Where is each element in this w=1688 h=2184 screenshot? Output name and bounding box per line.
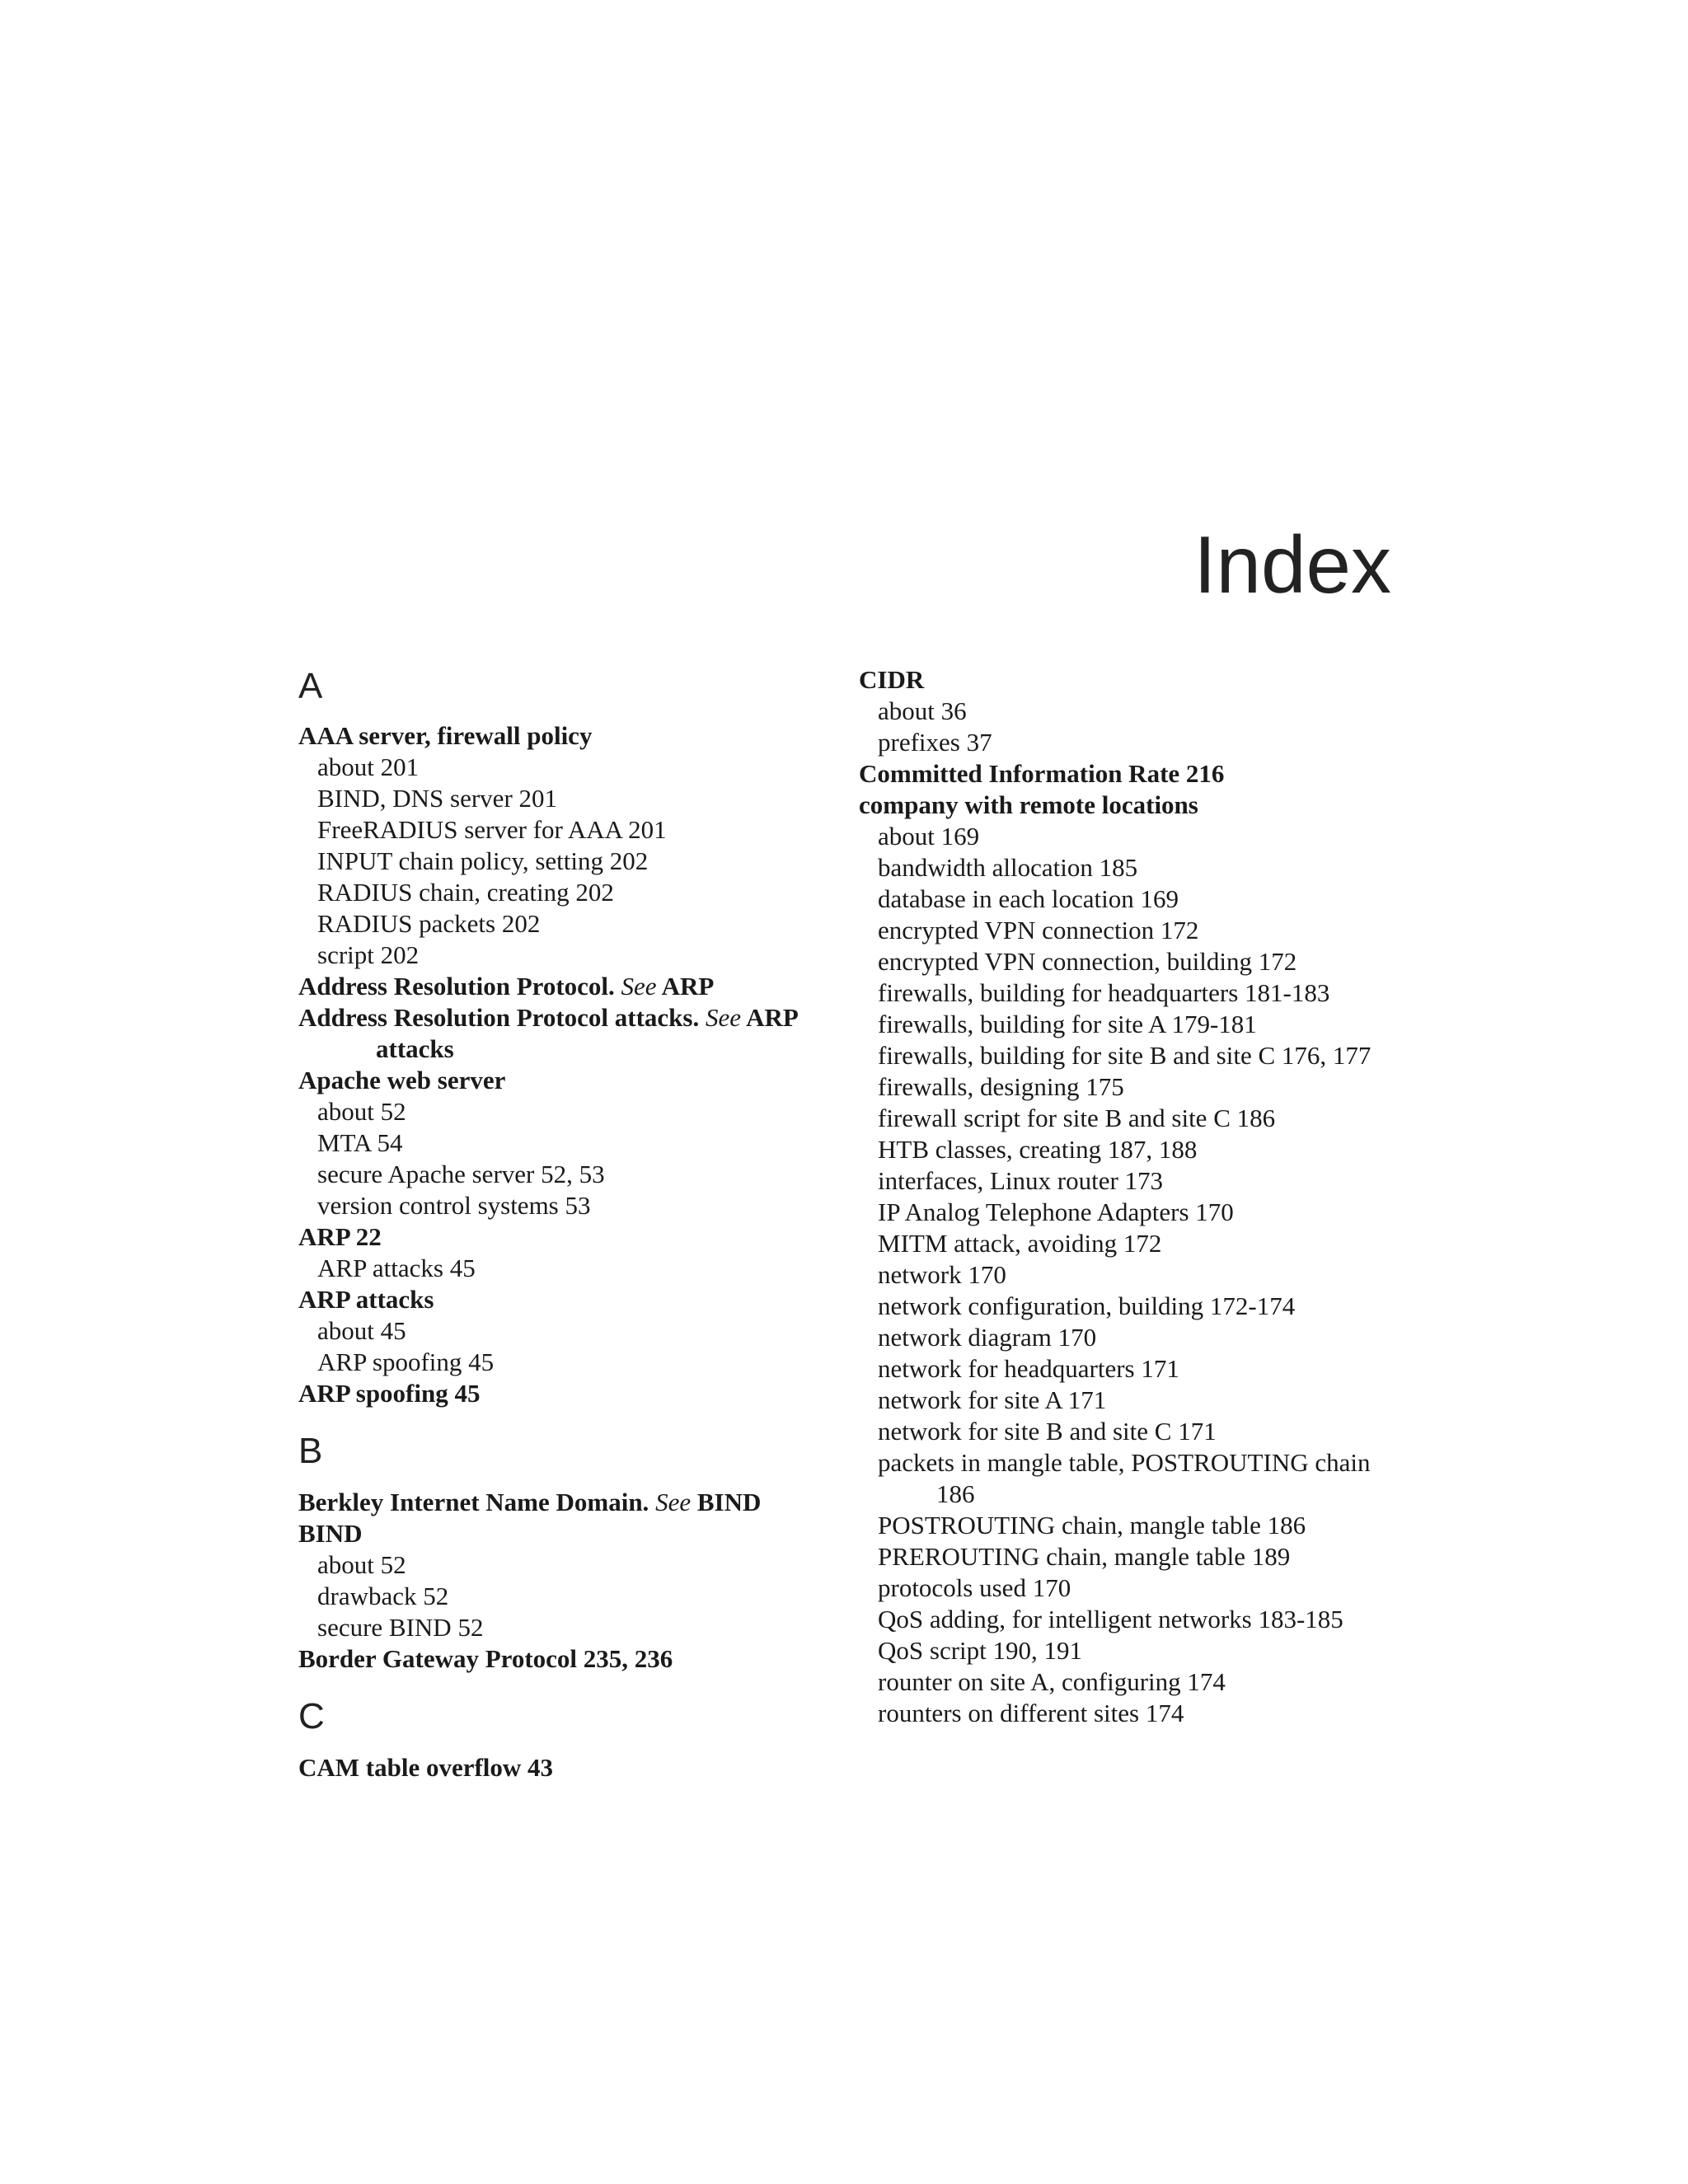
index-subentry: about 169 — [878, 822, 980, 851]
index-subentry: script 202 — [317, 940, 420, 969]
index-subentry: MTA 54 — [317, 1128, 403, 1157]
index-column-right — [859, 664, 1403, 1729]
index-subentry: FreeRADIUS server for AAA 201 — [317, 815, 667, 844]
see-target: ARP attacks — [376, 1003, 798, 1063]
index-subentry: firewalls, building for headquarters 181-183 — [878, 978, 1330, 1007]
index-subentry: RADIUS packets 202 — [317, 909, 541, 938]
entry-term: Address Resolution Protocol. — [298, 972, 615, 1001]
index-subentry: drawback 52 — [317, 1582, 449, 1610]
index-subentry: about 52 — [317, 1550, 406, 1579]
index-column-left — [298, 659, 859, 1783]
index-subentry: network diagram 170 — [878, 1323, 1097, 1352]
index-subentry: interfaces, Linux router 173 — [878, 1166, 1164, 1195]
index-subentry: secure BIND 52 — [317, 1613, 484, 1642]
index-entry: Apache web server — [298, 1066, 506, 1094]
index-subentry: encrypted VPN connection, building 172 — [878, 947, 1297, 976]
index-entry: AAA server, firewall policy — [298, 721, 593, 750]
index-subentry: secure Apache server 52, 53 — [317, 1160, 605, 1188]
index-subentry: firewalls, building for site B and site C 176, 177 — [878, 1041, 1372, 1070]
section-letter-b: B — [298, 1431, 323, 1471]
index-subentry: encrypted VPN connection 172 — [878, 916, 1199, 944]
index-entry: BIND — [298, 1519, 363, 1548]
index-entry: Border Gateway Protocol 235, 236 — [298, 1644, 673, 1673]
index-subentry: about 52 — [317, 1097, 406, 1126]
index-subentry: QoS script 190, 191 — [878, 1636, 1082, 1665]
index-subentry: PREROUTING chain, mangle table 189 — [878, 1542, 1291, 1571]
index-subentry: firewalls, building for site A 179-181 — [878, 1010, 1257, 1038]
see-label: See — [655, 1488, 692, 1516]
index-subentry: version control systems 53 — [317, 1191, 591, 1220]
index-subentry: firewalls, designing 175 — [878, 1072, 1124, 1101]
index-subentry: MITM attack, avoiding 172 — [878, 1229, 1162, 1258]
section-letter-a: A — [298, 666, 323, 706]
index-subentry: network for site A 171 — [878, 1385, 1107, 1414]
index-subentry: protocols used 170 — [878, 1573, 1071, 1602]
index-entry: company with remote locations — [859, 790, 1198, 819]
index-subentry: firewall script for site B and site C 186 — [878, 1104, 1276, 1132]
index-subentry: IP Analog Telephone Adapters 170 — [878, 1197, 1234, 1226]
index-entry: CIDR — [859, 665, 925, 694]
index-entry: CAM table overflow 43 — [298, 1753, 554, 1782]
index-subentry: ARP attacks 45 — [317, 1254, 476, 1282]
index-subentry: about 201 — [317, 752, 420, 781]
index-subentry: rounters on different sites 174 — [878, 1699, 1184, 1727]
index-subentry: network for headquarters 171 — [878, 1354, 1179, 1383]
index-subentry: packets in mangle table, POSTROUTING chain 186 — [878, 1448, 1371, 1508]
index-entry: Committed Information Rate 216 — [859, 759, 1225, 788]
index-subentry: network configuration, building 172-174 — [878, 1291, 1296, 1320]
index-entry: ARP 22 — [298, 1222, 382, 1251]
page-title: Index — [1193, 519, 1391, 610]
see-target: BIND — [696, 1488, 762, 1516]
index-subentry: about 45 — [317, 1316, 406, 1345]
index-subentry: bandwidth allocation 185 — [878, 853, 1138, 882]
index-subentry: POSTROUTING chain, mangle table 186 — [878, 1511, 1306, 1540]
index-subentry: database in each location 169 — [878, 884, 1179, 913]
index-entry-see-reference — [298, 1002, 859, 1065]
index-subentry: about 36 — [878, 696, 967, 725]
index-subentry: BIND, DNS server 201 — [317, 784, 558, 813]
index-subentry: QoS adding, for intelligent networks 183-185 — [878, 1605, 1343, 1633]
see-target: ARP — [661, 972, 715, 1001]
index-subentry: HTB classes, creating 187, 188 — [878, 1135, 1198, 1164]
section-letter-c: C — [298, 1696, 325, 1736]
index-entry: ARP spoofing 45 — [298, 1379, 481, 1408]
index-subentry: network 170 — [878, 1260, 1006, 1289]
index-subentry: network for site B and site C 171 — [878, 1417, 1217, 1446]
entry-term: Address Resolution Protocol attacks. — [298, 1003, 700, 1032]
see-label: See — [621, 972, 657, 1001]
index-subentry: rounter on site A, configuring 174 — [878, 1667, 1226, 1696]
index-subentry: RADIUS chain, creating 202 — [317, 878, 614, 907]
index-entry-see-reference — [298, 971, 859, 1002]
index-entry-see-reference — [298, 1487, 859, 1518]
see-label: See — [706, 1003, 742, 1032]
entry-term: Berkley Internet Name Domain. — [298, 1488, 649, 1516]
index-subentry: prefixes 37 — [878, 728, 992, 757]
index-subentry: INPUT chain policy, setting 202 — [317, 846, 649, 875]
index-entry: ARP attacks — [298, 1285, 434, 1314]
index-subentry: ARP spoofing 45 — [317, 1347, 495, 1376]
